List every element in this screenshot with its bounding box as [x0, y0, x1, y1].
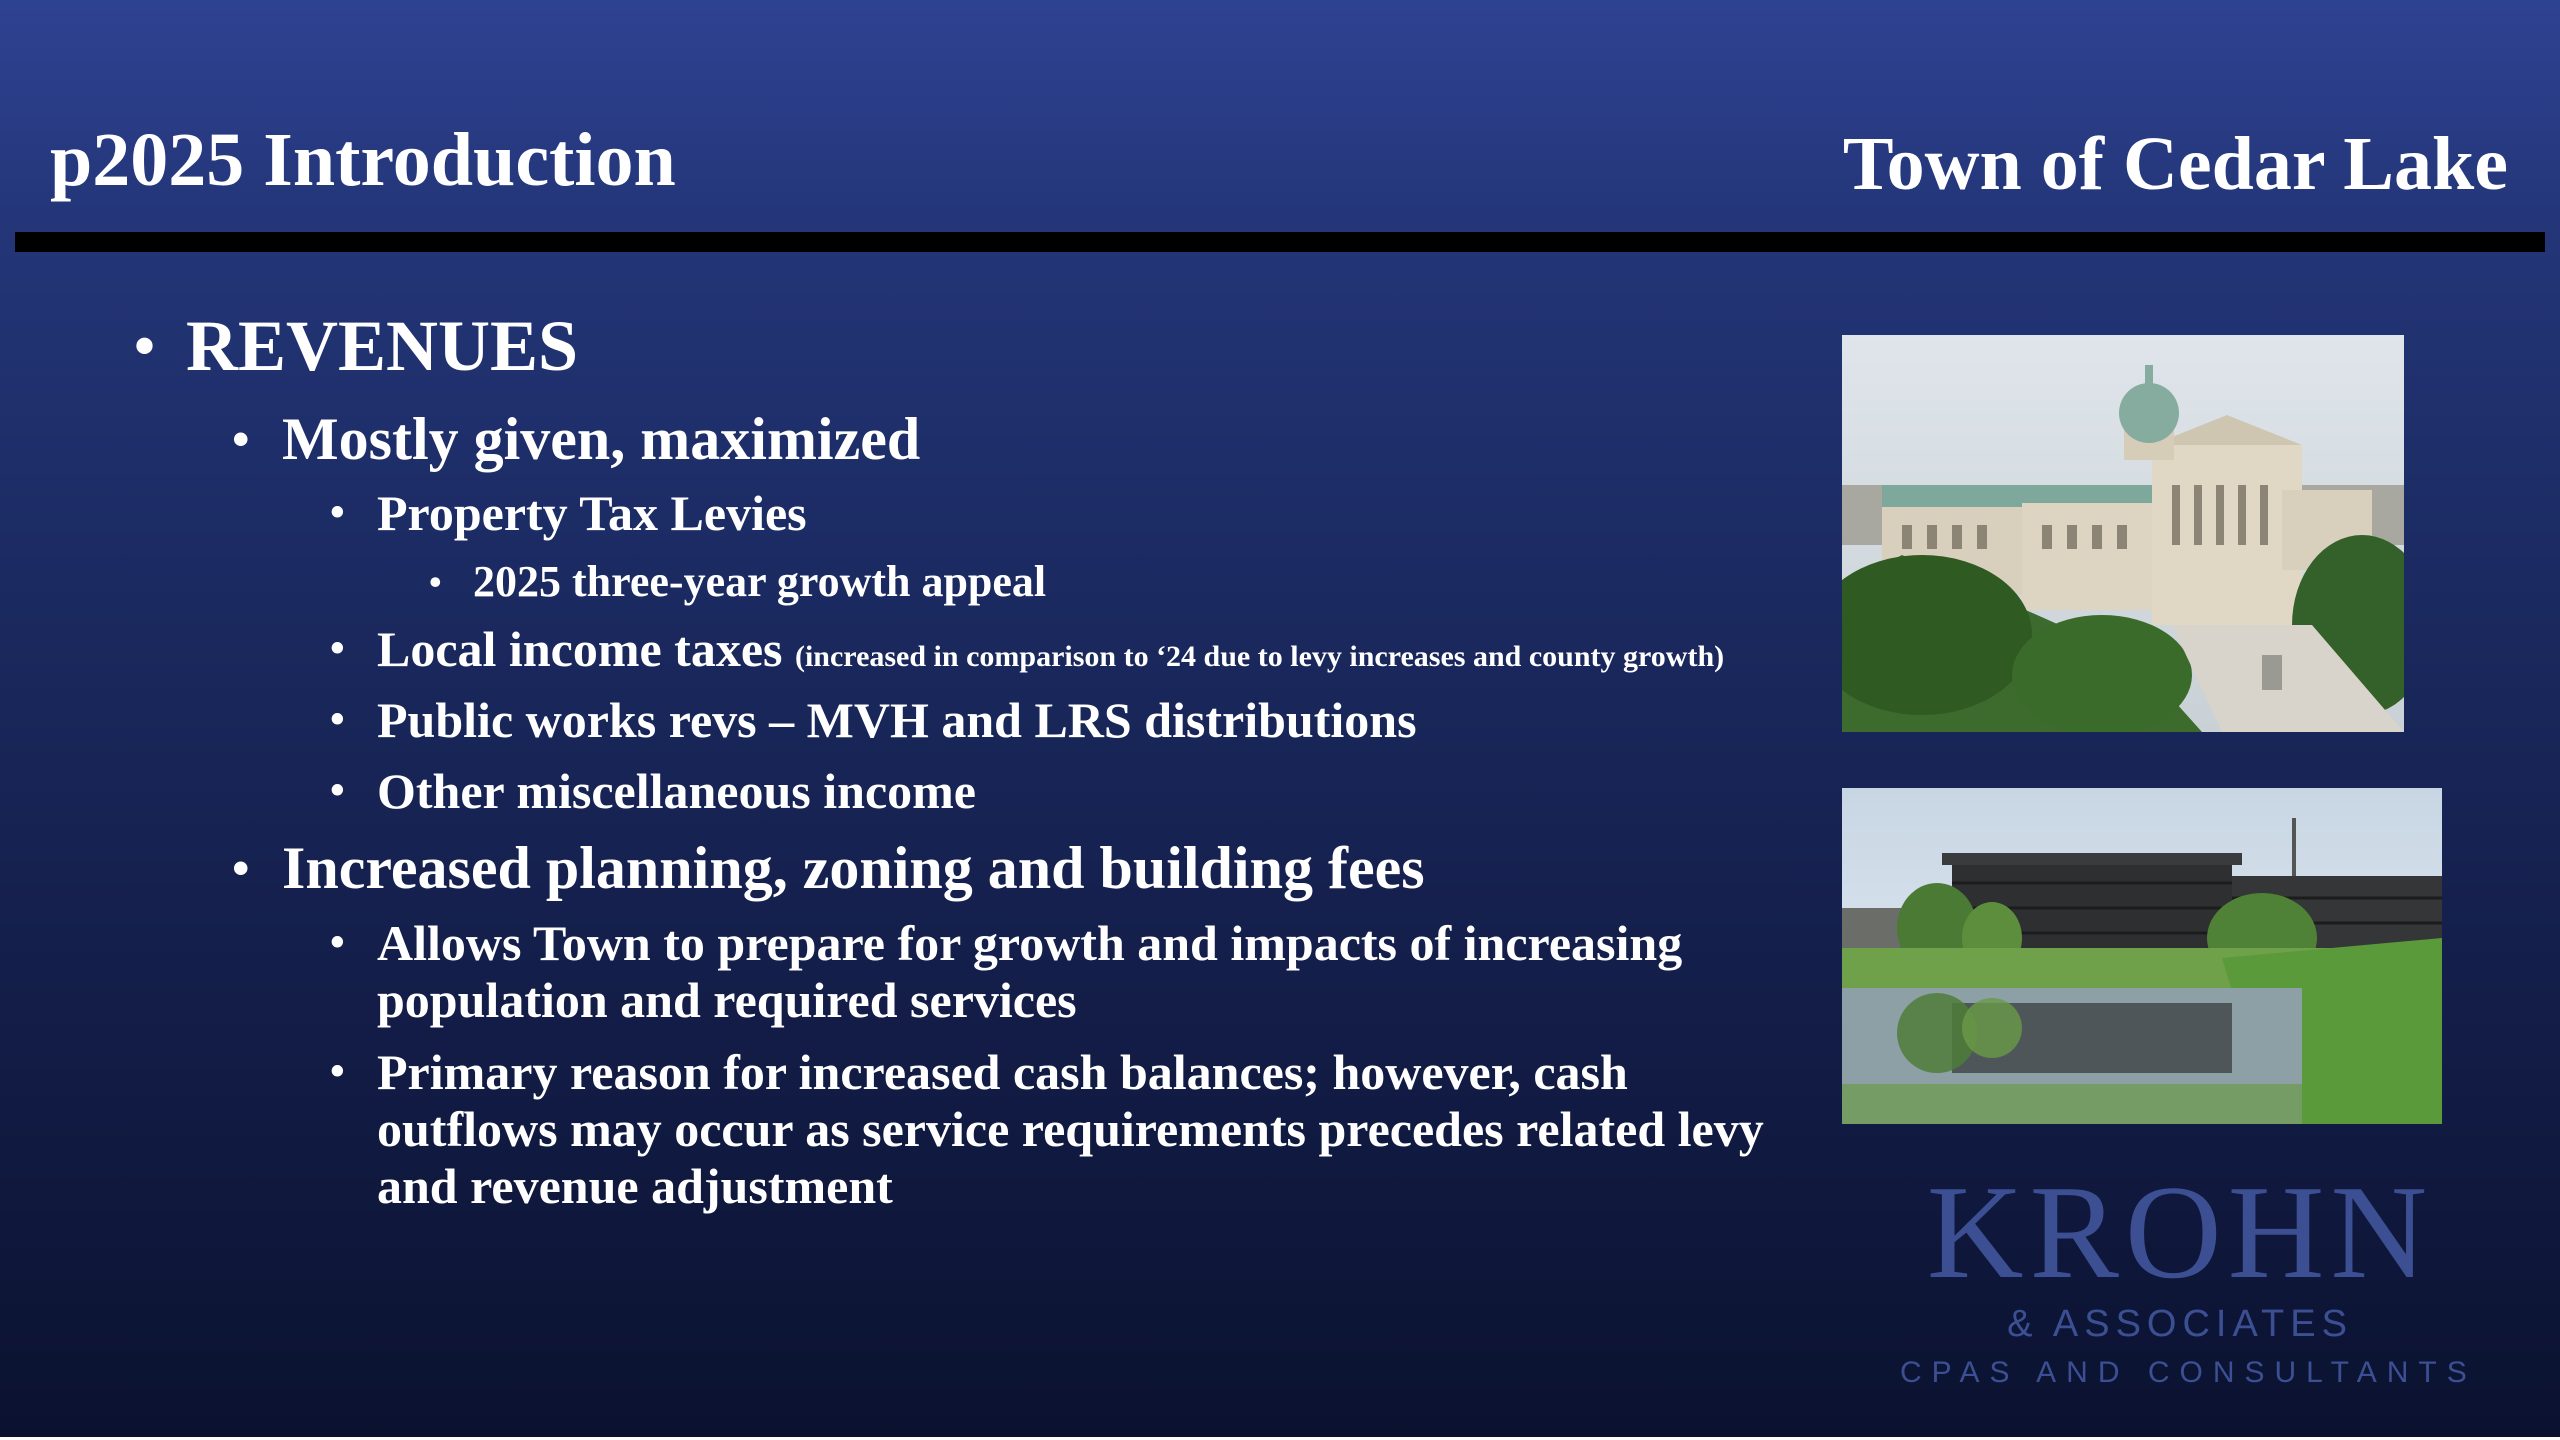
bullet-text: REVENUES — [186, 306, 579, 386]
government-center-photo — [1842, 788, 2442, 1124]
capitol-building-photo — [1842, 335, 2404, 732]
bullet-dot: • — [330, 768, 345, 814]
krohn-associates-logo — [1900, 1158, 2477, 1395]
bullet-text: Increased planning, zoning and building fees — [282, 835, 1425, 901]
bullet-allows-town — [330, 915, 1797, 1029]
slide-subtitle-town: Town of Cedar Lake — [1842, 122, 2508, 206]
bullet-mostly-given — [232, 405, 921, 473]
bullet-text: 2025 three-year growth appeal — [473, 557, 1047, 606]
bullet-property-tax — [330, 485, 807, 542]
bullet-note: (increased in comparison to ‘24 due to levy increases and county growth) — [794, 640, 1725, 673]
bullet-dot: • — [330, 1049, 345, 1095]
bullet-text: Other miscellaneous income — [377, 763, 976, 819]
bullet-increased-fees — [232, 834, 1425, 902]
bullet-dot: • — [232, 840, 250, 896]
bullet-revenues — [134, 306, 579, 386]
bullet-dot: • — [330, 920, 345, 966]
bullet-dot: • — [330, 626, 345, 672]
bullet-dot: • — [429, 562, 442, 602]
logo-wordmark: KROHN — [1926, 1158, 2434, 1306]
bullet-text: Local income taxes — [377, 621, 783, 677]
slide-title: p2025 Introduction — [50, 118, 676, 202]
bullet-text: Property Tax Levies — [377, 485, 807, 541]
logo-associates: & ASSOCIATES — [2007, 1303, 2353, 1345]
bullet-local-income — [330, 621, 1725, 685]
bullet-dot: • — [330, 490, 345, 536]
bullet-dot: • — [330, 697, 345, 743]
title-divider — [15, 232, 2545, 252]
bullet-text: Primary reason for increased cash balances; however, cash outflows may occur as service requirements precedes related levy and revenue adjustment — [377, 1044, 1764, 1214]
bullet-other-income — [330, 763, 976, 820]
bullet-dot: • — [134, 313, 156, 379]
bullet-primary-reason — [330, 1044, 1797, 1215]
bullet-public-works — [330, 692, 1417, 749]
bullet-text: Mostly given, maximized — [282, 406, 921, 472]
logo-tagline: CPAS AND CONSULTANTS — [1900, 1356, 2477, 1389]
bullet-text: Public works revs – MVH and LRS distributions — [377, 692, 1417, 748]
bullet-dot: • — [232, 411, 250, 467]
bullet-growth-appeal — [429, 556, 1047, 608]
bullet-text: Allows Town to prepare for growth and impacts of increasing population and required services — [377, 915, 1683, 1028]
